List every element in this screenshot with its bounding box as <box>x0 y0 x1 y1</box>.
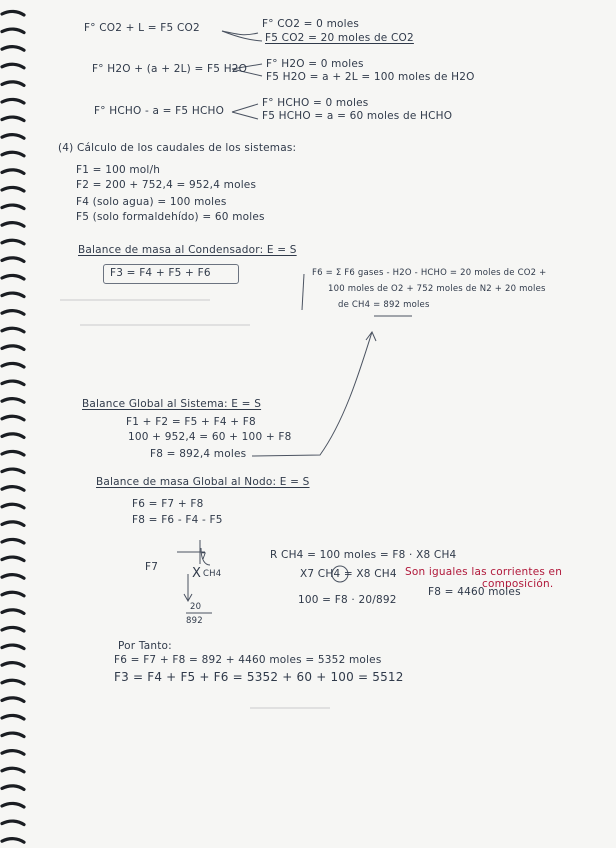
flow-f5: F5 (solo formaldehído) = 60 moles <box>76 211 265 223</box>
split-composition-sub: CH4 <box>203 569 222 579</box>
hundred-equation: 100 = F8 · 20/892 <box>298 594 397 606</box>
node-eq-1: F6 = F7 + F8 <box>132 498 204 510</box>
equation-hcho: F° HCHO - a = F5 HCHO <box>94 105 225 117</box>
split-composition-x: X <box>192 566 202 581</box>
flow-f4: F4 (solo agua) = 100 moles <box>76 196 227 208</box>
equation-hcho-final: F5 HCHO = a = 60 moles de HCHO <box>262 110 453 122</box>
section-heading-global: Balance Global al Sistema: E = S <box>82 398 262 410</box>
equation-co2: F° CO2 + L = F5 CO2 <box>84 22 200 34</box>
rch4-equation: R CH4 = 100 moles = F8 · X8 CH4 <box>270 549 457 561</box>
global-eq-3: F8 = 892,4 moles <box>150 448 247 460</box>
fraction-numerator: 20 <box>190 602 202 612</box>
bracket <box>302 274 304 310</box>
note-f6-line2: 100 moles de O2 + 752 moles de N2 + 20 moles <box>328 284 546 294</box>
fraction-denominator: 892 <box>186 616 203 626</box>
composition-equality: X7 CH4 = X8 CH4 <box>300 568 397 580</box>
f8-result: F8 = 4460 moles <box>428 586 521 598</box>
equation-h2o-final: F5 H2O = a + 2L = 100 moles de H2O <box>266 71 475 83</box>
equation-co2-initial: F° CO2 = 0 moles <box>262 18 360 30</box>
note-f6-line1: F6 = Σ F6 gases - H2O - HCHO = 20 moles de CO2 + <box>312 268 547 278</box>
flow-f1: F1 = 100 mol/h <box>76 164 161 176</box>
red-note-line1: Son iguales las corrientes en <box>405 566 563 578</box>
equation-h2o: F° H2O + (a + 2L) = F5 H2O <box>92 63 248 75</box>
equation-hcho-initial: F° HCHO = 0 moles <box>262 97 369 109</box>
section-heading-nodo: Balance de masa Global al Nodo: E = S <box>96 476 310 488</box>
arrow-icon <box>232 104 258 112</box>
result-f3: F3 = F4 + F5 + F6 = 5352 + 60 + 100 = 5512 <box>114 670 404 684</box>
section-heading-condensador: Balance de masa al Condensador: E = S <box>78 244 297 256</box>
node-eq-2: F8 = F6 - F4 - F5 <box>132 514 223 526</box>
result-f6: F6 = F7 + F8 = 892 + 4460 moles = 5352 moles <box>114 654 382 666</box>
red-note-line2: composición. <box>482 578 554 590</box>
equation-condensador: F3 = F4 + F5 + F6 <box>110 267 211 279</box>
equation-co2-final: F5 CO2 = 20 moles de CO2 <box>265 32 414 44</box>
split-stream-label: F7 <box>145 561 159 573</box>
split-composition-sup: 7 <box>201 552 207 562</box>
global-eq-1: F1 + F2 = F5 + F4 + F8 <box>126 416 256 428</box>
flow-f2: F2 = 200 + 752,4 = 952,4 moles <box>76 179 257 191</box>
section-heading-calculo: (4) Cálculo de los caudales de los sistemas: <box>58 142 297 154</box>
arrow-icon <box>232 112 258 119</box>
global-eq-2: 100 + 952,4 = 60 + 100 + F8 <box>128 431 292 443</box>
equation-h2o-initial: F° H2O = 0 moles <box>266 58 364 70</box>
por-tanto-heading: Por Tanto: <box>118 640 172 652</box>
note-f6-line3: de CH4 = 892 moles <box>338 300 430 310</box>
